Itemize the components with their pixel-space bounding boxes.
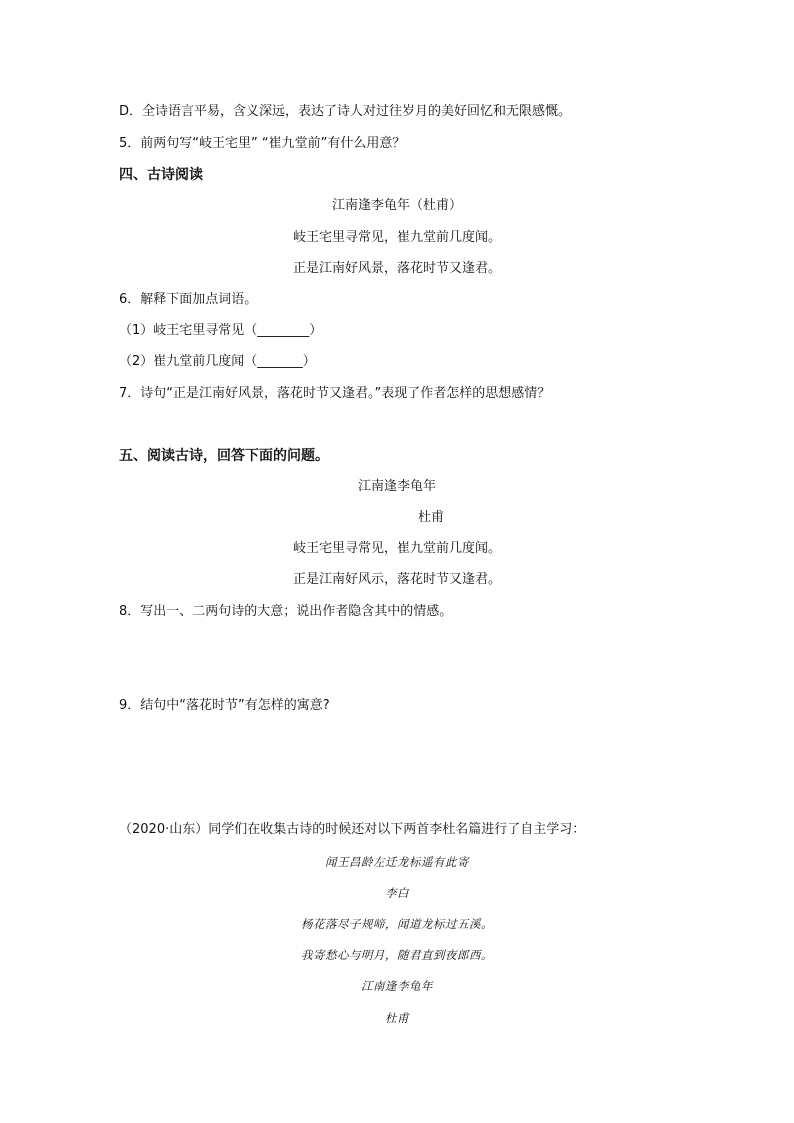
question-6-item-1: （1）岐王宅里寻常见（________）: [119, 323, 323, 338]
poem-4-author: 杜甫: [385, 1011, 409, 1025]
question-7: 7．诗句“正是江南好风景，落花时节又逢君。”表现了作者怎样的思想感情？: [119, 386, 551, 401]
poem-3-line-2: 我寄愁心与明月，随君直到夜郎西。: [301, 948, 493, 962]
poem-3-title: 闻王昌龄左迁龙标遥有此寄: [325, 855, 469, 869]
poem-1-title: 江南逢李龟年（杜甫）: [331, 198, 462, 213]
poem-2-title: 江南逢李龟年: [357, 479, 436, 494]
intro-text: （2020·山东）同学们在收集古诗的时候还对以下两首李杜名篇进行了自主学习：: [119, 822, 586, 837]
section-5-heading: 五、阅读古诗，回答下面的问题。: [119, 448, 329, 464]
poem-3-line-1: 杨花落尽子规啼，闻道龙标过五溪。: [301, 917, 493, 931]
poem-2-line-2: 正是江南好风示，落花时节又逢君。: [292, 572, 501, 587]
question-6: 6．解释下面加点词语。: [119, 292, 258, 307]
question-5: 5．前两句写“岐王宅里” “崔九堂前”有什么用意？: [119, 136, 406, 151]
option-d: D．全诗语言平易，含义深远，表达了诗人对过往岁月的美好回忆和无限感慨。: [119, 104, 572, 119]
section-4-heading: 四、古诗阅读: [119, 167, 203, 183]
question-9: 9．结句中“落花时节”有怎样的寓意?: [119, 698, 330, 713]
question-6-item-2: （2）崔九堂前几度闻（_______）: [119, 354, 316, 369]
poem-1-line-1: 岐王宅里寻常见，崔九堂前几度闻。: [292, 230, 501, 245]
poem-2-author: 杜甫: [418, 510, 445, 525]
poem-2-line-1: 岐王宅里寻常见，崔九堂前几度闻。: [292, 541, 501, 556]
poem-4-title: 江南逢李龟年: [361, 979, 433, 993]
question-8: 8．写出一、二两句诗的大意；说出作者隐含其中的情感。: [119, 604, 453, 619]
poem-1-line-2: 正是江南好风景，落花时节又逢君。: [292, 261, 501, 276]
poem-3-author: 李白: [385, 886, 409, 900]
